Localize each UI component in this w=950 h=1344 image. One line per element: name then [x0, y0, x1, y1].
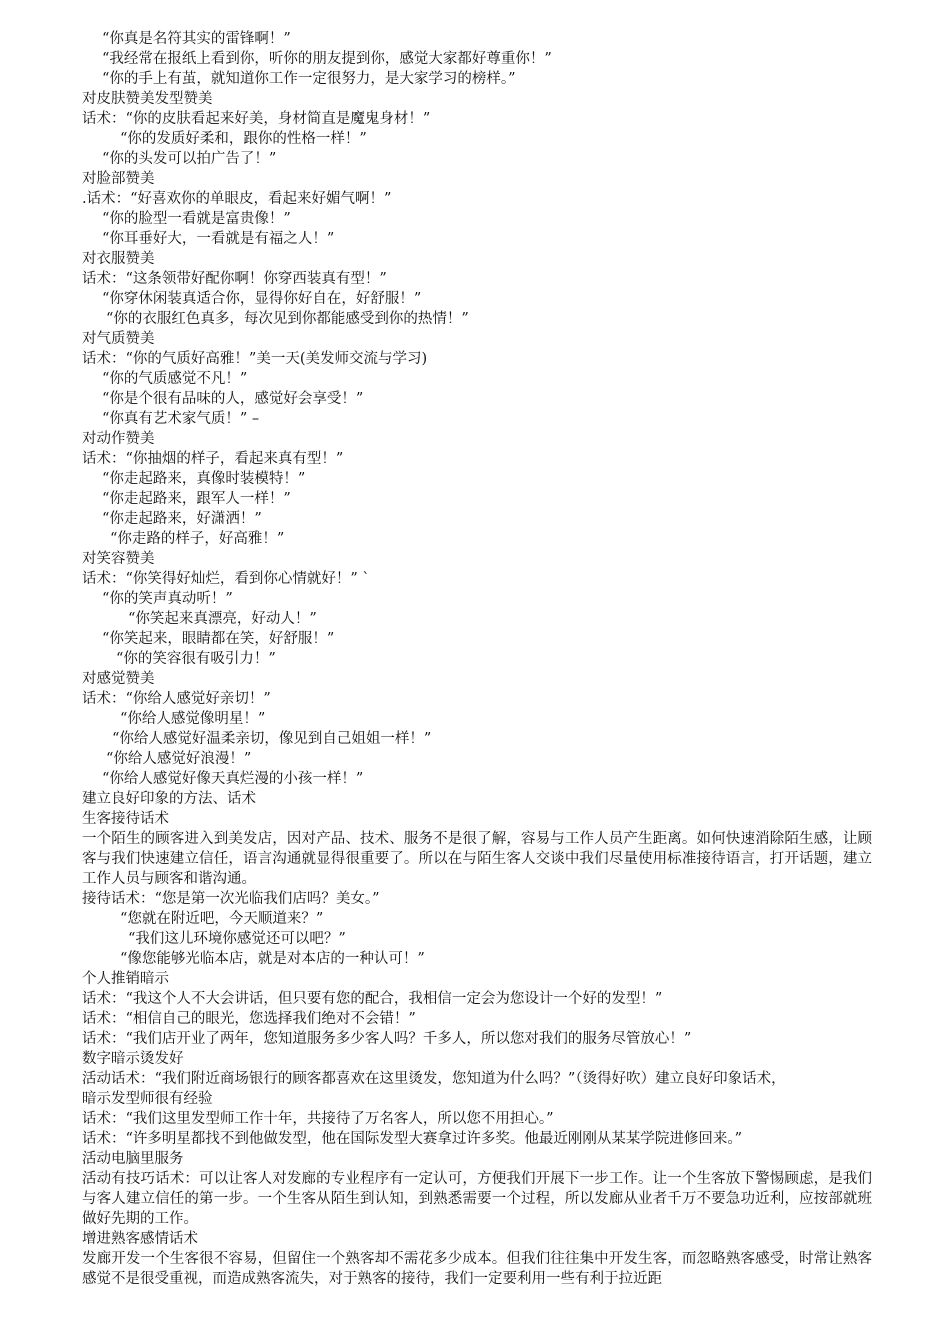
text-line: 对笑容赞美 [82, 551, 155, 567]
text-line: 对感觉赞美 [82, 671, 155, 687]
text-line: “你笑起来真漂亮，好动人！” [128, 611, 317, 627]
text-line: “你走起路来，跟军人一样！” [102, 491, 291, 507]
text-line: “你的脸型一看就是富贵像！” [102, 211, 291, 227]
text-line: “你的头发可以拍广告了！” [102, 151, 277, 167]
text-line: “你给人感觉好温柔亲切，像见到自己姐姐一样！” [112, 731, 432, 747]
text-line: “你走路的样子，好高雅！” [110, 531, 285, 547]
text-line: 对皮肤赞美发型赞美 [82, 91, 213, 107]
text-line: 对脸部赞美 [82, 171, 155, 187]
text-line: “你笑起来，眼睛都在笑，好舒服！” [102, 631, 335, 647]
text-line: 话术：“你抽烟的样子，看起来真有型！” [82, 451, 344, 467]
text-line: 话术：“我们店开业了两年，您知道服务多少客人吗？千多人，所以您对我们的服务尽管放心！” [82, 1031, 692, 1047]
text-line: 话术：“你的气质好高雅！”美一天(美发师交流与学习) [82, 351, 428, 367]
text-line: .话术：“好喜欢你的单眼皮，看起来好媚气啊！” [82, 191, 392, 207]
text-line: “你的笑声真动听！” [102, 591, 233, 607]
text-line: “像您能够光临本店，就是对本店的一种认可！” [120, 951, 425, 967]
text-line: 接待话术：“您是第一次光临我们店吗？美女。” [82, 891, 380, 907]
text-line: 对衣服赞美 [82, 251, 155, 267]
text-line: “我们这儿环境你感觉还可以吧？” [128, 931, 346, 947]
paragraph: 活动有技巧话术：可以让客人对发廊的专业程序有一定认可，方便我们开展下一步工作。让一个生客放下警惕顾虑，是我们与客人建立信任的第一步。一个生客从陌生到认知，到熟悉需要一个过程，所以发廊从业者千万不要急功近利，应按部就班做好先期的工作。 [82, 1171, 872, 1227]
text-line: 暗示发型师很有经验 [82, 1091, 213, 1107]
text-line: 个人推销暗示 [82, 971, 169, 987]
text-line: “你耳垂好大，一看就是有福之人！” [102, 231, 335, 247]
text-line: “你的气质感觉不凡！” [102, 371, 248, 387]
text-line: “你穿休闲装真适合你，显得你好自在，好舒服！” [102, 291, 422, 307]
text-line: “你真是名符其实的雷锋啊！” [102, 31, 291, 47]
text-line: “你给人感觉好浪漫！” [106, 751, 252, 767]
text-line: 数字暗示烫发好 [82, 1051, 184, 1067]
paragraph: 活动话术：“我们附近商场银行的顾客都喜欢在这里烫发，您知道为什么吗？”（烫得好吹）建立良好印象话术， [82, 1071, 786, 1087]
text-line: 话术：“我这个人不大会讲话，但只要有您的配合，我相信一定会为您设计一个好的发型！” [82, 991, 663, 1007]
paragraph: 一个陌生的顾客进入到美发店，因对产品、技术、服务不是很了解，容易与工作人员产生距离。如何快速消除陌生感，让顾客与我们快速建立信任，语言沟通就显得很重要了。所以在与陌生客人交谈中我们尽量使用标准接待语言，打开话题，建立工作人员与顾客和谐沟通。 [82, 831, 872, 887]
text-line: “你的手上有茧，就知道你工作一定很努力，是大家学习的榜样。” [102, 71, 516, 87]
text-line: 话术：“你的皮肤看起来好美，身材简直是魔鬼身材！” [82, 111, 431, 127]
text-line: 活动电脑里服务 [82, 1151, 184, 1167]
text-line: “你是个很有品味的人，感觉好会享受！” [102, 391, 364, 407]
text-line: “你真有艺术家气质！” – [102, 411, 260, 427]
text-line: 话术：“我们这里发型师工作十年，共接待了万名客人，所以您不用担心。” [82, 1111, 554, 1127]
text-line: “你的笑容很有吸引力！” [116, 651, 276, 667]
text-line: 生客接待话术 [82, 811, 169, 827]
document-body [82, 29, 872, 1289]
text-line: “你给人感觉像明星！” [120, 711, 266, 727]
text-line: “您就在附近吧，今天顺道来？” [120, 911, 324, 927]
text-line: “你给人感觉好像天真烂漫的小孩一样！” [102, 771, 364, 787]
text-line: 对气质赞美 [82, 331, 155, 347]
text-line: 话术：“你笑得好灿烂，看到你心情就好！” ` [82, 571, 370, 587]
text-line: 对动作赞美 [82, 431, 155, 447]
text-line: 增进熟客感情话术 [82, 1231, 198, 1247]
paragraph: 发廊开发一个生客很不容易，但留住一个熟客却不需花多少成本。但我们往往集中开发生客，而忽略熟客感受，时常让熟客感觉不是很受重视，而造成熟客流失，对于熟客的接待，我们一定要利用一些有利于拉近距 [82, 1251, 872, 1287]
text-line: “你走起路来，好潇洒！” [102, 511, 262, 527]
text-line: 建立良好印象的方法、话术 [82, 791, 256, 807]
text-line: 话术：“许多明星都找不到他做发型，他在国际发型大赛拿过许多奖。他最近刚刚从某某学院进修回来。” [82, 1131, 743, 1147]
text-line: 话术：“相信自己的眼光，您选择我们绝对不会错！” [82, 1011, 416, 1027]
text-line: “你走起路来，真像时装模特！” [102, 471, 306, 487]
text-line: “你的衣服红色真多，每次见到你都能感受到你的热情！” [106, 311, 469, 327]
text-line: “我经常在报纸上看到你，听你的朋友提到你，感觉大家都好尊重你！” [102, 51, 552, 67]
text-line: 话术：“这条领带好配你啊！你穿西装真有型！” [82, 271, 387, 287]
text-line: 话术：“你给人感觉好亲切！” [82, 691, 271, 707]
text-line: “你的发质好柔和，跟你的性格一样！” [120, 131, 367, 147]
